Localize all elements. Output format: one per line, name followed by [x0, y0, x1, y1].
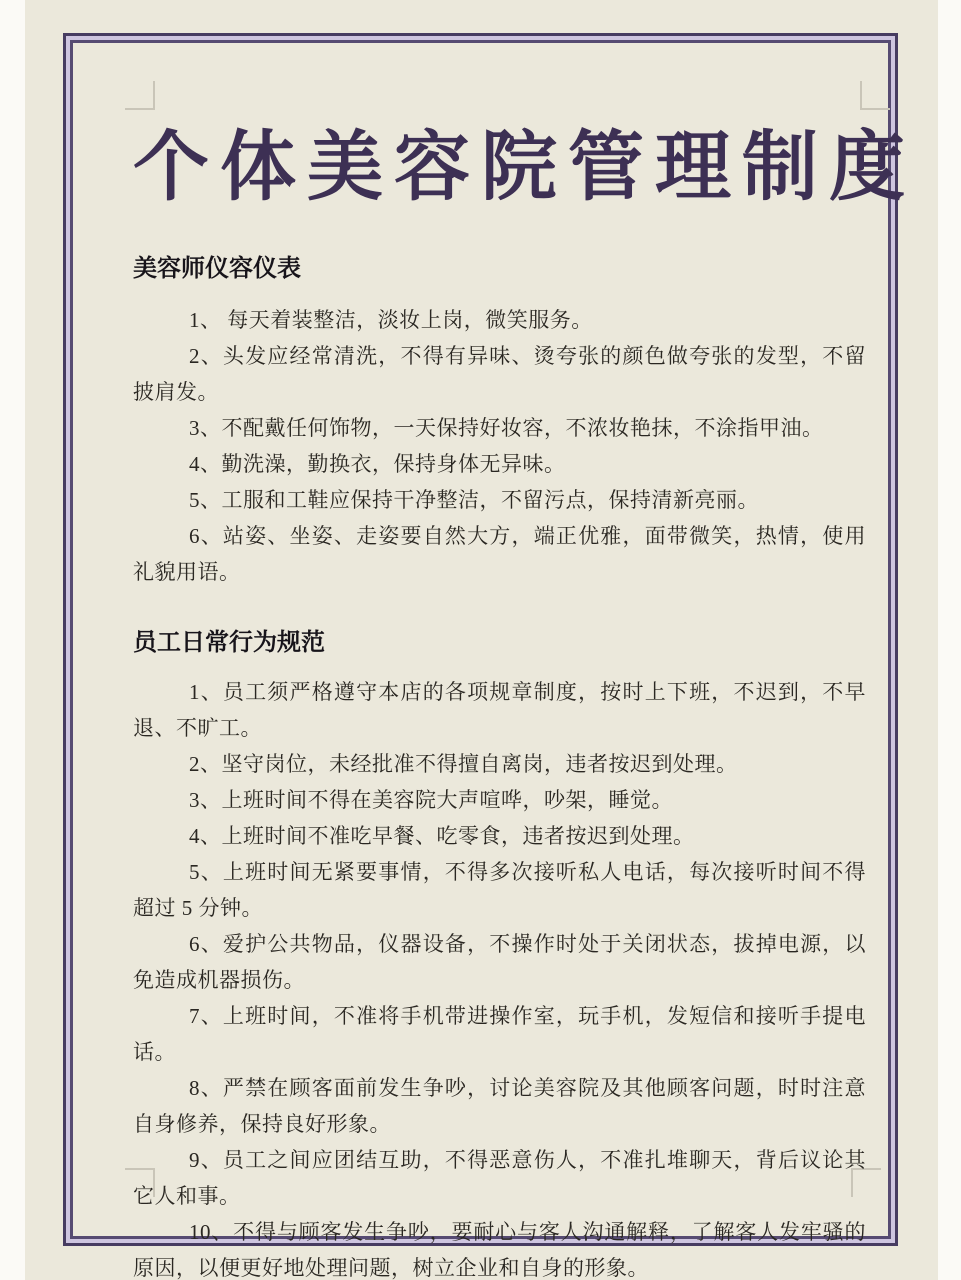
rule-item: 5、上班时间无紧要事情，不得多次接听私人电话，每次接听时间不得超过 5 分钟。 — [133, 860, 866, 920]
rule-item: 1、员工须严格遵守本店的各项规章制度，按时上下班，不迟到，不早退、不旷工。 — [133, 680, 866, 740]
rule-item: 7、上班时间，不准将手机带进操作室，玩手机，发短信和接听手提电话。 — [133, 1004, 866, 1064]
section-heading-appearance: 美容师仪容仪表 — [133, 255, 301, 282]
rule-item: 9、员工之间应团结互助，不得恶意伤人，不准扎堆聊天，背后议论其它人和事。 — [133, 1148, 866, 1208]
section-heading-behavior: 员工日常行为规范 — [133, 629, 325, 656]
document-page — [25, 0, 938, 1280]
rules-list-behavior — [133, 674, 866, 1280]
rule-item: 6、爱护公共物品，仪器设备，不操作时处于关闭状态，拔掉电源，以免造成机器损伤。 — [133, 932, 866, 992]
document-content — [133, 0, 916, 1280]
document-title: 个体美容院管理制度 — [133, 125, 916, 210]
rule-item: 3、上班时间不得在美容院大声喧哗，吵架，睡觉。 — [189, 788, 673, 812]
rule-item: 2、坚守岗位，未经批准不得擅自离岗，违者按迟到处理。 — [189, 752, 738, 776]
rule-item: 3、不配戴任何饰物，一天保持好妆容，不浓妆艳抹，不涂指甲油。 — [189, 416, 824, 440]
rule-item: 4、勤洗澡，勤换衣，保持身体无异味。 — [189, 452, 566, 476]
rule-item: 8、严禁在顾客面前发生争吵，讨论美容院及其他顾客问题，时时注意自身修养，保持良好形象。 — [133, 1076, 866, 1136]
rule-item: 5、工服和工鞋应保持干净整洁，不留污点，保持清新亮丽。 — [189, 488, 759, 512]
rule-item: 2、头发应经常清洗，不得有异味、烫夸张的颜色做夸张的发型，不留披肩发。 — [133, 344, 866, 404]
rule-item: 1、 每天着装整洁，淡妆上岗，微笑服务。 — [189, 308, 593, 332]
rule-item: 4、上班时间不准吃早餐、吃零食，违者按迟到处理。 — [189, 824, 695, 848]
rule-item: 10、不得与顾客发生争吵，要耐心与客人沟通解释，了解客人发牢骚的原因，以便更好地处理问题，树立企业和自身的形象。 — [133, 1220, 866, 1280]
rules-list-appearance — [133, 302, 866, 590]
rule-item: 6、站姿、坐姿、走姿要自然大方，端正优雅，面带微笑，热情，使用礼貌用语。 — [133, 524, 866, 584]
